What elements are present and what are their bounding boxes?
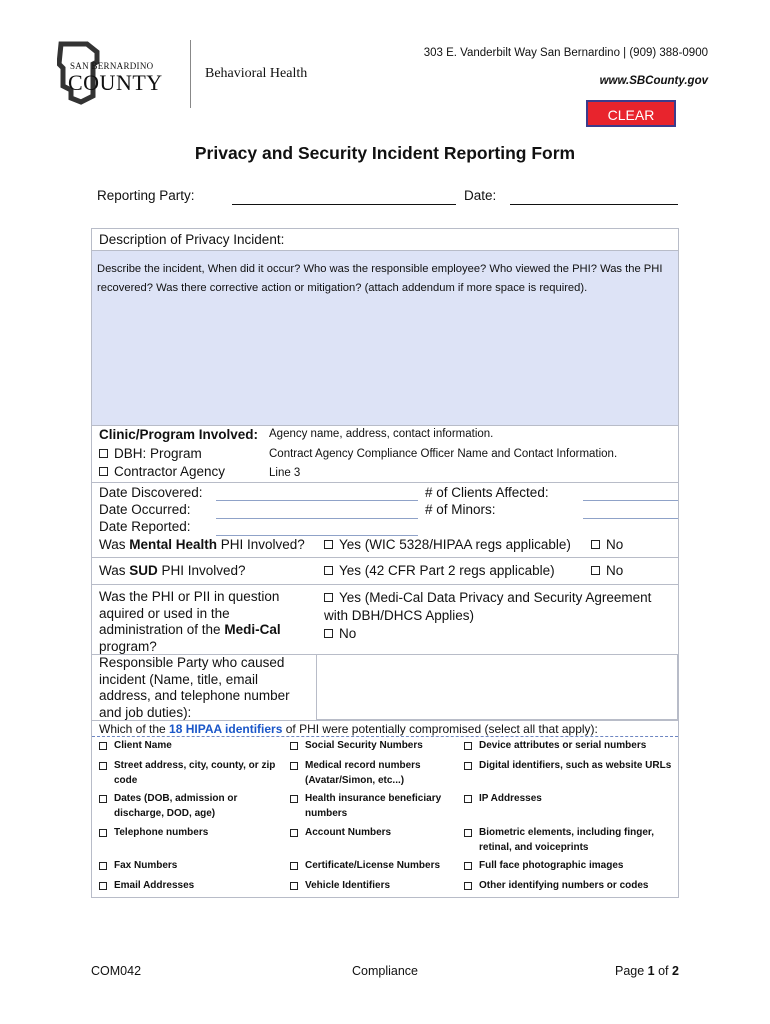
identifier-label: IP Addresses [479, 793, 542, 804]
medi-q-line1: Was the PHI or PII in question [99, 589, 280, 604]
divider [92, 720, 678, 721]
identifier-label: Full face photographic images [479, 860, 624, 871]
identifier-checkbox[interactable] [464, 862, 472, 870]
identifier-checkbox[interactable] [99, 742, 107, 750]
identifier-option[interactable] [290, 826, 460, 841]
identifier-label: Medical record numbers (Avatar/Simon, etc...) [305, 760, 421, 786]
identifier-checkbox[interactable] [290, 882, 298, 890]
date-discovered-field[interactable] [216, 499, 418, 501]
identifier-option[interactable] [464, 879, 674, 894]
medi-no-label: No [339, 626, 357, 641]
department-name: Behavioral Health [205, 66, 308, 81]
identifier-checkbox[interactable] [99, 762, 107, 770]
identifier-checkbox[interactable] [464, 829, 472, 837]
hipaa-identifiers-link[interactable]: 18 HIPAA identifiers [169, 722, 283, 736]
medi-yes-checkbox[interactable] [324, 593, 333, 602]
medi-q-line3-pre: administration of the [99, 622, 225, 637]
identifier-label: Telephone numbers [114, 827, 209, 838]
identifier-checkbox[interactable] [290, 762, 298, 770]
identifier-label: Dates (DOB, admission or discharge, DOD, age) [114, 793, 238, 819]
medi-yes-option[interactable] [324, 589, 651, 625]
identifier-checkbox[interactable] [464, 882, 472, 890]
form-title: Privacy and Security Incident Reporting Form [194, 143, 576, 163]
identifier-checkbox[interactable] [464, 762, 472, 770]
reporting-party-label: Reporting Party: [97, 188, 195, 203]
identifier-option[interactable] [290, 792, 460, 821]
date-occurred-label: Date Occurred: [99, 502, 191, 517]
resp-line4: and job duties): [99, 704, 192, 720]
identifier-option[interactable] [290, 879, 460, 894]
identifier-option[interactable] [99, 792, 284, 821]
reporting-party-field[interactable] [232, 204, 456, 205]
page-current: 1 [647, 964, 655, 978]
identifier-label: Social Security Numbers [305, 740, 423, 751]
sud-yes-checkbox[interactable] [324, 566, 333, 575]
sud-yes-label: Yes (42 CFR Part 2 regs applicable) [339, 563, 555, 578]
responsible-party-label [99, 655, 290, 721]
medi-cal-question [99, 589, 281, 655]
identifier-label: Biometric elements, including finger, retinal, and voiceprints [479, 827, 655, 853]
identifier-checkbox[interactable] [99, 829, 107, 837]
mh-no-checkbox[interactable] [591, 540, 600, 549]
identifier-label: Client Name [114, 740, 172, 751]
date-field[interactable] [510, 204, 678, 205]
identifier-option[interactable] [290, 759, 460, 788]
mh-q-post: PHI Involved? [217, 537, 305, 552]
medi-yes-label-2: with DBH/DHCS Applies) [324, 608, 475, 623]
description-heading: Description of Privacy Incident: [99, 232, 285, 247]
identifier-label: Certificate/License Numbers [305, 860, 441, 871]
sud-question [99, 563, 246, 578]
identifier-checkbox[interactable] [290, 829, 298, 837]
page-mid: of [654, 964, 672, 978]
identifier-label: Health insurance beneficiary numbers [305, 793, 442, 819]
sud-no-label: No [606, 563, 624, 578]
contractor-checkbox[interactable] [99, 467, 108, 476]
resp-line2: incident (Name, title, email [99, 671, 259, 687]
medi-q-line3 [99, 622, 281, 639]
minors-label: # of Minors: [425, 502, 496, 517]
description-placeholder: Describe the incident, When did it occur? Who was the responsible employee? Who viewed the PHI? Was the PHI recovered? Was there corrective action or mitigation? (attach addendum if more space is required). [97, 263, 663, 294]
clients-affected-label: # of Clients Affected: [425, 485, 549, 500]
resp-line1: Responsible Party who caused [99, 655, 285, 670]
ident-pre: Which of the [99, 722, 170, 736]
identifier-option[interactable] [464, 739, 674, 754]
divider [92, 557, 678, 558]
sud-no-checkbox[interactable] [591, 566, 600, 575]
dashed-divider [92, 736, 678, 737]
logo-county-text: COUNTY [68, 70, 163, 95]
identifier-checkbox[interactable] [290, 795, 298, 803]
identifier-checkbox[interactable] [464, 742, 472, 750]
mh-q-pre: Was [99, 537, 130, 552]
identifier-checkbox[interactable] [99, 795, 107, 803]
date-label: Date: [464, 188, 497, 203]
logo-small-text: SAN BERNARDINO [70, 61, 154, 71]
identifier-checkbox[interactable] [290, 862, 298, 870]
mental-health-question [99, 537, 305, 552]
contractor-label: Contractor Agency [114, 464, 226, 479]
identifier-label: Email Addresses [114, 880, 195, 891]
sud-q-bold: SUD [129, 563, 158, 578]
date-reported-field[interactable] [216, 534, 418, 536]
medi-q-line2: aquired or used in the [99, 605, 230, 621]
contract-hint-line1[interactable]: Contract Agency Compliance Officer Name and Contact Information. [269, 448, 618, 460]
minors-field[interactable] [583, 517, 678, 519]
date-reported-label: Date Reported: [99, 519, 191, 534]
clear-button[interactable]: CLEAR [586, 100, 676, 127]
medi-yes-label: Yes (Medi-Cal Data Privacy and Security Agreement [339, 590, 652, 605]
medi-q-line4: program? [99, 638, 157, 654]
clinic-row [99, 427, 258, 442]
mh-yes-checkbox[interactable] [324, 540, 333, 549]
page-number [615, 964, 679, 978]
dbh-label: DBH: Program [114, 446, 202, 461]
identifier-option[interactable] [99, 759, 284, 788]
sud-no-option[interactable] [591, 563, 623, 578]
identifier-label: Digital identifiers, such as website URLs [479, 760, 672, 771]
dbh-option[interactable] [99, 446, 202, 461]
divider [92, 584, 678, 585]
identifier-option[interactable] [99, 859, 284, 874]
identifiers-question [99, 722, 598, 736]
ident-post: of PHI were potentially compromised (select all that apply): [282, 722, 598, 736]
contractor-option[interactable] [99, 464, 225, 479]
medi-no-option[interactable] [324, 626, 356, 641]
contract-hint-line3[interactable]: Line 3 [269, 467, 301, 479]
identifier-option[interactable] [464, 826, 674, 855]
identifier-checkbox[interactable] [99, 882, 107, 890]
identifier-label: Device attributes or serial numbers [479, 740, 647, 751]
clients-affected-field[interactable] [583, 499, 678, 501]
clinic-label: Clinic/Program Involved: [99, 427, 259, 442]
page-pre: Page [615, 964, 648, 978]
identifier-option[interactable] [99, 739, 284, 754]
website-link[interactable]: www.SBCounty.gov [599, 75, 708, 87]
identifier-option[interactable] [290, 739, 460, 754]
sud-yes-option[interactable] [324, 563, 555, 578]
identifier-label: Street address, city, county, or zip code [114, 760, 276, 786]
identifier-option[interactable] [464, 792, 674, 807]
page-total: 2 [672, 964, 679, 978]
mh-no-option[interactable] [591, 537, 623, 552]
identifier-option[interactable] [290, 859, 460, 874]
responsible-party-field[interactable] [316, 654, 678, 720]
identifier-label: Fax Numbers [114, 860, 178, 871]
mh-yes-label: Yes (WIC 5328/HIPAA regs applicable) [339, 537, 571, 552]
sud-q-pre: Was [99, 563, 130, 578]
mh-q-bold: Mental Health [129, 537, 218, 552]
mh-no-label: No [606, 537, 624, 552]
identifier-option[interactable] [99, 826, 284, 841]
sud-q-post: PHI Involved? [157, 563, 246, 578]
mh-yes-option[interactable] [324, 537, 571, 552]
identifier-checkbox[interactable] [464, 795, 472, 803]
address-text: 303 E. Vanderbilt Way San Bernardino | (909) 388-0900 [423, 47, 708, 59]
dbh-checkbox[interactable] [99, 449, 108, 458]
identifier-option[interactable] [464, 859, 674, 874]
date-occurred-field[interactable] [216, 517, 418, 519]
identifier-checkbox[interactable] [290, 742, 298, 750]
identifier-option[interactable] [99, 879, 284, 894]
resp-line3: address, and telephone number [99, 688, 290, 703]
medi-q-line3-bold: Medi-Cal [224, 622, 281, 637]
logo-divider [190, 40, 191, 108]
medi-no-checkbox[interactable] [324, 629, 333, 638]
clinic-hint[interactable]: Agency name, address, contact information. [269, 428, 494, 440]
identifier-label: Other identifying numbers or codes [479, 880, 649, 891]
divider [92, 482, 678, 483]
identifier-label: Account Numbers [305, 827, 392, 838]
identifier-option[interactable] [464, 759, 674, 774]
footer-center: Compliance [352, 964, 419, 978]
divider [92, 425, 678, 426]
date-discovered-label: Date Discovered: [99, 485, 203, 500]
identifier-label: Vehicle Identifiers [305, 880, 391, 891]
form-code: COM042 [91, 964, 142, 978]
identifier-checkbox[interactable] [99, 862, 107, 870]
